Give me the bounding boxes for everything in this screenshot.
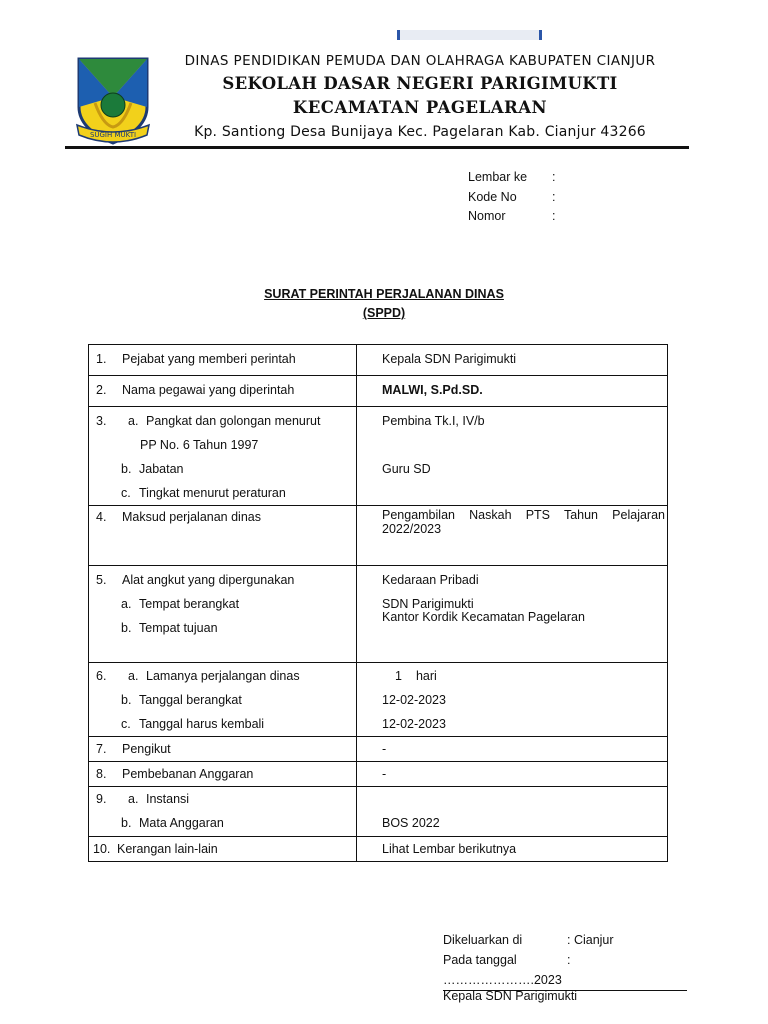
meta-kode: Kode No : <box>468 189 556 204</box>
table-row: 10. Kerangan lain-lain Lihat Lembar berikutnya <box>89 837 668 862</box>
sheet-meta <box>468 168 555 227</box>
document-title: SURAT PERINTAH PERJALANAN DINAS <box>264 287 504 301</box>
issued-date: Pada tanggal : ………………….2023 <box>443 950 687 970</box>
letterhead-district: KECAMATAN PAGELARAN <box>292 98 548 117</box>
letterhead-school-name: SEKOLAH DASAR NEGERI PARIGIMUKTI <box>222 74 618 93</box>
letterhead-divider <box>65 146 689 149</box>
svg-text:SUGIH MUKTI: SUGIH MUKTI <box>89 131 137 139</box>
issued-place: Dikeluarkan di : Cianjur <box>443 933 614 947</box>
letterhead-agency: DINAS PENDIDIKAN PEMUDA DAN OLAHRAGA KABUPATEN CIANJUR <box>184 53 656 69</box>
table-row: 9. a. Instansi b. Mata Anggaran BOS 2022 <box>89 787 668 837</box>
top-clipped-banner <box>397 30 542 40</box>
table-row: 2. Nama pegawai yang diperintah MALWI, S.Pd.SD. <box>89 376 668 407</box>
table-row: 5. Alat angkut yang dipergunakan a. Tempat berangkat b. Tempat tujuan Kedaraan Pribadi SDN Parigimukti Kantor Kordik Kecamatan Pagelaran <box>89 566 668 663</box>
table-row: 7. Pengikut - <box>89 737 668 762</box>
letterhead <box>160 50 680 144</box>
sppd-table <box>88 344 668 862</box>
meta-lembar: Lembar ke : <box>468 170 556 184</box>
meta-nomor: Nomor : <box>468 209 556 223</box>
document-subtitle: (SPPD) <box>362 306 406 320</box>
table-row: 6. a. Lamanya perjalangan dinas b. Tanggal berangkat c. Tanggal harus kembali 1 hari 12-02-2023 12-02-2023 <box>89 663 668 737</box>
issuance-block <box>443 930 687 987</box>
table-row: 1. Pejabat yang memberi perintah Kepala SDN Parigimukti <box>89 345 668 376</box>
table-row: 8. Pembebanan Anggaran - <box>89 762 668 787</box>
district-emblem-logo <box>73 55 153 147</box>
signatory-title: Kepala SDN Parigimukti <box>443 989 578 1003</box>
letterhead-address: Kp. Santiong Desa Bunijaya Kec. Pagelaran Kab. Cianjur 43266 <box>194 124 646 140</box>
table-row: 3. a. Pangkat dan golongan menurut PP No. 6 Tahun 1997 b. Jabatan c. Tingkat menurut peraturan Pembina Tk.I, IV/b Guru SD <box>89 407 668 506</box>
table-row: 4. Maksud perjalanan dinas Pengambilan Naskah PTS Tahun Pelajaran 2022/2023 <box>89 506 668 566</box>
